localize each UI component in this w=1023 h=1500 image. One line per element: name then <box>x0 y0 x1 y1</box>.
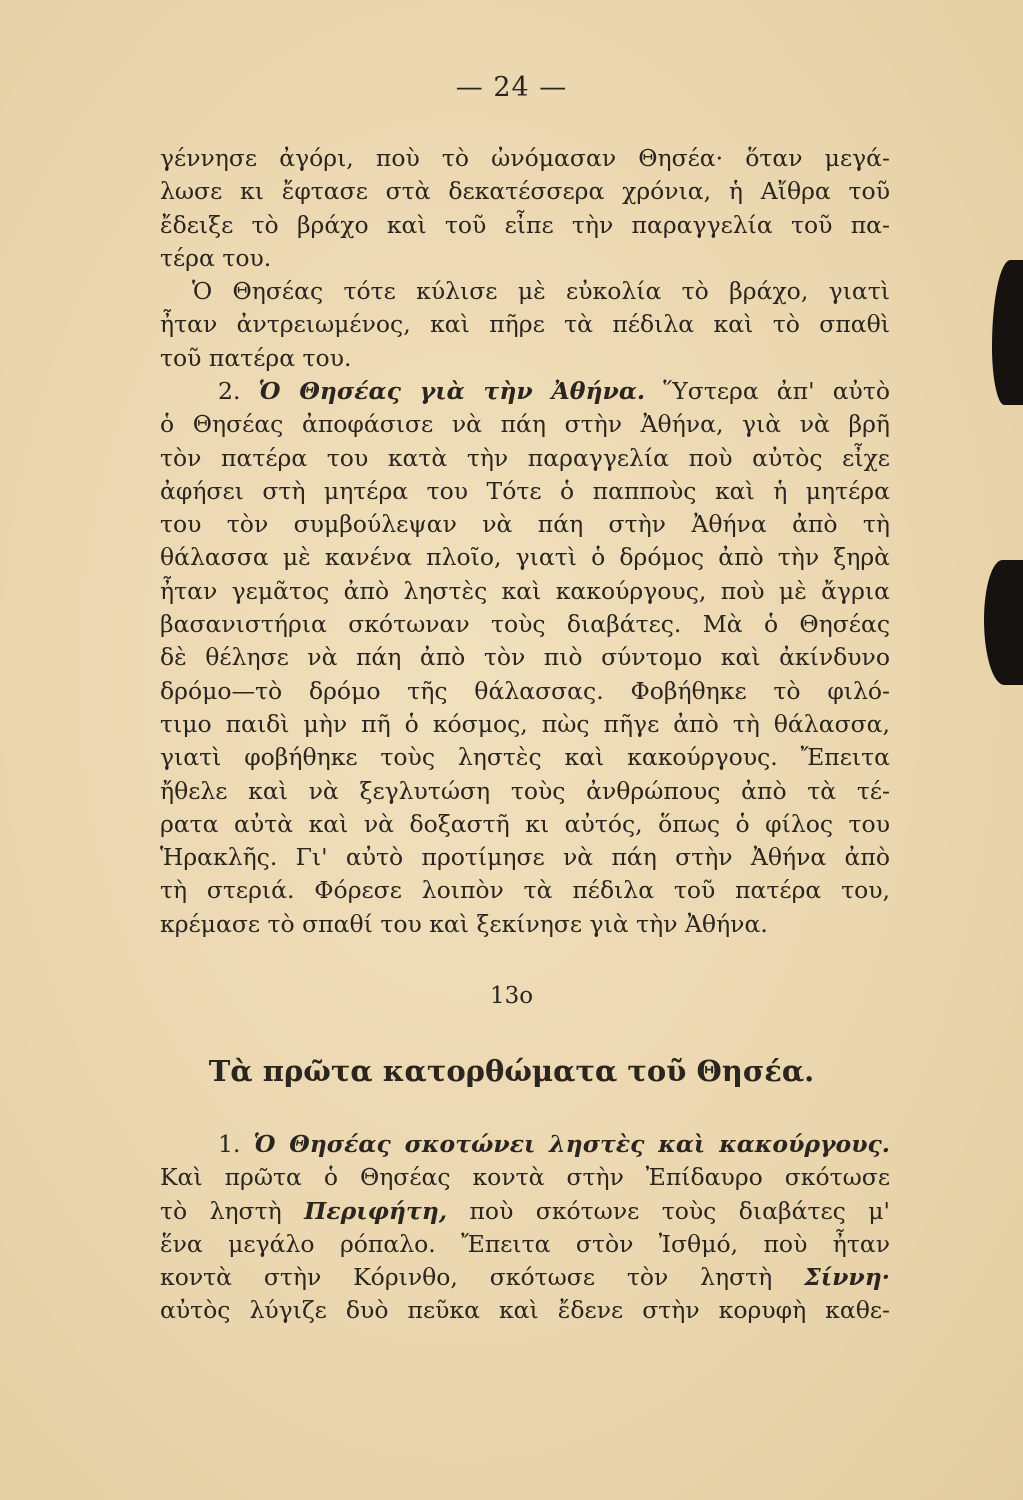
section-heading: Ὁ Θησέας σκοτώνει ληστὲς καὶ κακούργους. <box>253 1130 890 1158</box>
text-fragment: Ὕστερα ἀπ' αὐτὸ <box>663 377 890 405</box>
section-number: 2. <box>218 377 241 405</box>
text-line: θάλασσα μὲ κανένα πλοῖο, γιατὶ ὁ δρόμος ἀπὸ τὴν ξηρὰ <box>160 543 890 572</box>
text-line: τὴ στεριά. Φόρεσε λοιπὸν τὰ πέδιλα τοῦ πατέρα του, <box>160 876 890 905</box>
text-line: ἔδειξε τὸ βράχο καὶ τοῦ εἶπε τὴν παραγγελία τοῦ πα- <box>160 210 890 239</box>
text-line: Ἡρακλῆς. Γι' αὐτὸ προτίμησε νὰ πάη στὴν Ἀθήνα ἀπὸ <box>160 843 890 872</box>
section-heading-line <box>160 1128 890 1161</box>
section-heading-line <box>160 375 890 408</box>
name-periphetes: Περιφήτη, <box>304 1196 448 1225</box>
text-line: αὐτὸς λύγιζε δυὸ πεῦκα καὶ ἔδενε στὴν κορυφὴ καθε- <box>160 1296 890 1325</box>
text-line: τοῦ πατέρα του. <box>160 343 352 372</box>
text-fragment: κοντὰ στὴν Κόρινθο, σκότωσε τὸν ληστὴ <box>160 1263 773 1292</box>
text-fragment: τὸ ληστὴ <box>160 1196 282 1225</box>
text-line: του τὸν συμβούλεψαν νὰ πάη στὴν Ἀθήνα ἀπὸ τὴ <box>160 510 890 539</box>
paragraph-opening <box>160 142 890 375</box>
text-line: ἀφήσει στὴ μητέρα του Τότε ὁ παπποὺς καὶ ἡ μητέρα <box>160 476 890 505</box>
text-line: λωσε κι ἔφτασε στὰ δεκατέσσερα χρόνια, ἡ Αἴθρα τοῦ <box>160 177 890 206</box>
text-line: βασανιστήρια σκότωναν τοὺς διαβάτες. Μὰ ὁ Θησέας <box>160 610 890 639</box>
page-number: — 24 — <box>455 72 568 103</box>
text-line: ἦταν ἀντρειωμένος, καὶ πῆρε τὰ πέδιλα καὶ τὸ σπαθὶ <box>160 310 890 339</box>
text-line: δὲ θέλησε νὰ πάη ἀπὸ τὸν πιὸ σύντομο καὶ ἀκίνδυνο <box>160 643 890 672</box>
text-line: κρέμασε τὸ σπαθί του καὶ ξεκίνησε γιὰ τὴν Ἀθήνα. <box>160 909 768 938</box>
text-line: ἦταν γεμᾶτος ἀπὸ ληστὲς καὶ κακούργους, ποὺ μὲ ἄγρια <box>160 576 890 605</box>
text-line: ἤθελε καὶ νὰ ξεγλυτώση τοὺς ἀνθρώπους ἀπὸ τὰ τέ- <box>160 776 890 805</box>
text-line: τιμο παιδὶ μὴν πῆ ὁ κόσμος, πὼς πῆγε ἀπὸ τὴ θάλασσα, <box>160 709 890 738</box>
text-line: Καὶ πρῶτα ὁ Θησέας κοντὰ στὴν Ἐπίδαυρο σκότωσε <box>160 1163 890 1192</box>
text-line: ὁ Θησέας ἀποφάσισε νὰ πάη στὴν Ἀθήνα, γιὰ νὰ βρῆ <box>160 410 890 439</box>
text-line <box>160 1195 890 1228</box>
section-theseus-athens <box>160 375 890 941</box>
section-theseus-kills-bandits <box>160 1128 890 1328</box>
text-line <box>160 1261 890 1294</box>
text-line: γέννησε ἀγόρι, ποὺ τὸ ὠνόμασαν Θησέα· ὅταν μεγά- <box>160 144 890 172</box>
text-line: ρατα αὐτὰ καὶ νὰ δοξαστῆ κι αὐτός, ὅπως ὁ φίλος του <box>160 809 890 838</box>
name-sinis: Σίννη· <box>804 1263 890 1292</box>
text-line: ἕνα μεγάλο ρόπαλο. Ἔπειτα στὸν Ἰσθμό, ποὺ ἦταν <box>160 1229 890 1258</box>
chapter-title: Τὰ πρῶτα κατορθώματα τοῦ Θησέα. <box>208 1054 815 1088</box>
text-line: τέρα του. <box>160 243 272 272</box>
text-fragment: ποὺ σκότωνε τοὺς διαβάτες μ' <box>469 1196 890 1225</box>
text-line: δρόμο—τὸ δρόμο τῆς θάλασσας. Φοβήθηκε τὸ φιλό- <box>160 676 890 705</box>
text-line: τὸν πατέρα του κατὰ τὴν παραγγελία ποὺ αὐτὸς εἶχε <box>160 443 890 472</box>
section-heading: Ὁ Θησέας γιὰ τὴν Ἀθήνα. <box>258 377 646 405</box>
text-line: Ὁ Θησέας τότε κύλισε μὲ εὐκολία τὸ βράχο, γιατὶ <box>192 277 890 306</box>
torn-edge-mark <box>992 260 1023 405</box>
torn-edge-mark <box>984 560 1023 685</box>
text-line: γιατὶ φοβήθηκε τοὺς ληστὲς καὶ κακούργους. Ἔπειτα <box>160 743 890 772</box>
chapter-number: 13ο <box>489 983 534 1009</box>
section-number: 1. <box>218 1130 241 1158</box>
